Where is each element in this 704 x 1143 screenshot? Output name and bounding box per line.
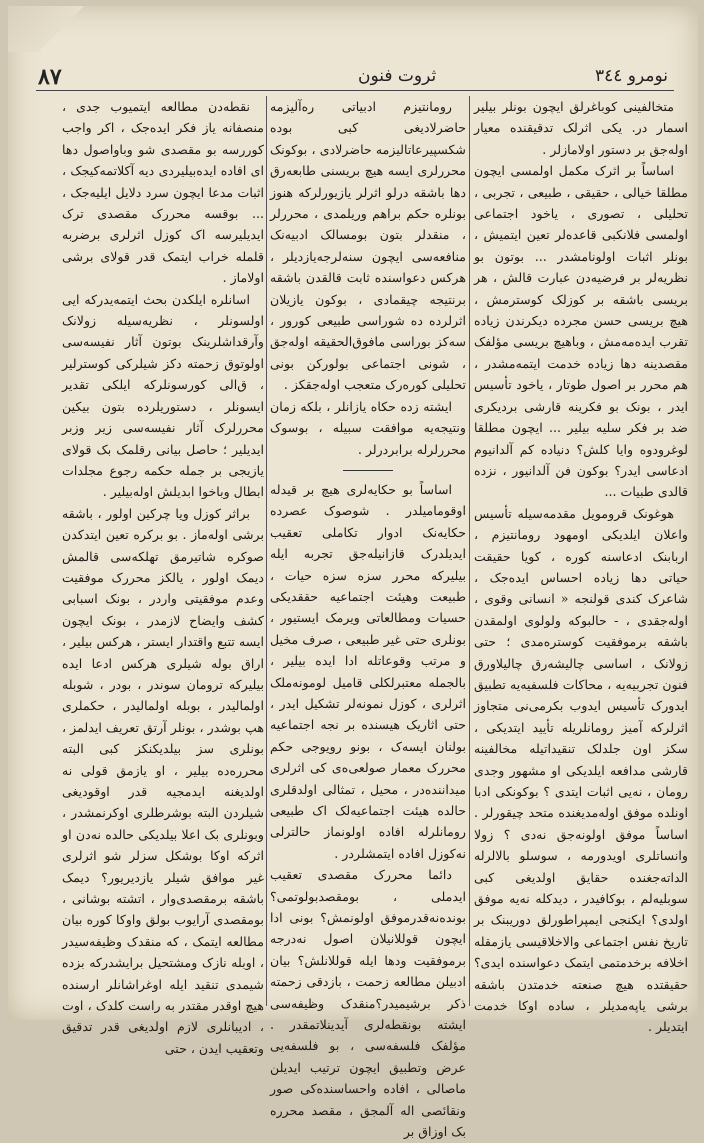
text-column-middle — [270, 96, 466, 1140]
paragraph: اسانلره ایلکدن بحث ایتمه‌یدرکه ایی اولسونلر ، نظریه‌سیله زولانک وآرقداشلرینک بوتون آثار نفیسه‌سی اولوتوق زحمته دکز شیلرکی کوسترلیر ، ق‌الی کورسونلرکه ایلکی تقدیر ایسونلر ، دستوریلرده بتون بیکین محررلرک آثار نفیسه‌سی زیر وزبر ایدیلیر ؛ حاصل بیانی رقلمک بک قولای یازیجی بر جمله حکمه رجوع مجلدات ابطال وباخوا ابدیلش اوله‌بیلیر . — [62, 291, 264, 500]
page-number: ٨٧ — [38, 64, 62, 90]
paragraph: هوغونک قرومویل مقدمه‌سیله تأسیس واعلان ایلدیکی اومهود رومانتیزم ، اربابنک ادعاسنه کوره ، کویا حقیقت حیاتی دها زیاده احساس ایده‌جک ، شاعرک کندی قولنجه « انسانی وقوی ، اوله‌جقدی ، - حالبوکه ولولوی اولمقدن باشقه برموفقیت کوستره‌مدی ؛ حتی زولانک ، اساسی چالیشه‌رق چالیلاورق فنون تجربیه‌یه ، محاکات فلسفیه‌یه تطبیق ایدورک تأسیس ایدوب بکرمی‌نی متجاوز اثرلرکه آمیز رومانلریله تأیید ایتدیکی ، سکز اون جلدلک تنقیداتیله مخالفینه قارشی مدافعه ایلدیکی او مشهور وجدی رومان ، نه‌یی اثبات ایتدی ؟ بوکونکی ادبا اونلده موفق اوله‌مدیغنده متحد چیقورلر . اساساً موفق اولونه‌جق نه‌دی ؟ زولا وانساتلری اویدورمه ، سوسلو بالالرله الداته‌جغنده حقایق اولدیغی کبی سوبلیه‌لم ، بوکافیدر ، دیدکله نه‌یه موفق اولدی؟ ایکنجی ایمپراطورلق دوریبنک بر تاریخ نفس اجتماعی والاخلاقیسی یازمقله اخلافه برخدمتمی ایتمک دعواسنده ایدی؟ حقیقتده هیچ صنعته خدمتدن باشقه برشی یاپه‌مدیلر ، ساده اوکا خدمت ایتدیلر . — [474, 505, 688, 1035]
column-divider — [469, 96, 470, 1006]
text-column-left — [62, 96, 264, 1056]
folded-corner — [8, 6, 88, 52]
paragraph: براثر کوزل ویا چرکین اولور ، باشقه برشی اوله‌ماز . بو برکره تعین ایتدکدن صوکره شاتیرمق تهلکه‌سی قالمش دیمک اولور ، یالکز محررک موفقیت وعدم موفقیتی واردر ، بونک اسبابی کشف وایضاح لازمدر ، بونک ایچون ایسه تتبع واقتدار ایستر ، هرکس بیلیر ، اراق بوله شیلری هرکس ادعا ایده بیلیرکه ترومان سوندر ، بودر ، شوبله اولمالیدر ، بوبله اولمالیدر ، حکملری هپ بوشدر ، بونلر آرتق تعریف ایدلمز ، بونلری سز بیلدیکنکز کبی البته محرره‌ده بیلیر ، او یازمق قولی نه اولدیغنه ایدمجیه قدر اوقودیغی شیلردن البته بوشرطلری اوکرنمشدر ، وبونلری بک اعلا بیلدیکی حالده نه‌دن او اثرکه اوکا بوشکل سزلر شو اثرلری غیر موافق شیلر یازدیریور؟ دیمک باشقه برمقصدی‌وار ، اتشته بوشانی ، بومقصدی آرایوب بولق واوکا کوره بیان مطالعه ایتمک ، که منقدک وظیفه‌سیدر ، اوبله نازک ومشتحیل برایشدرکه بزده شیمدی تنقید ایله اوغراشانلر ارسنده هیچ اوقدر مقتدر به راست کلدک ، اوت ، ادیبانلری لازم اولدیغی قدر تدقیق وتعقیب ایدن ، حتی — [62, 505, 264, 1056]
paragraph: اساساً بر اثرک مکمل اولمسی ایچون مطلقا خیالی ، حقیقی ، طبیعی ، تجربی ، تحلیلی ، تصوری ، یاخود اجتماعی اولمسی فلانکبی قاعده‌لر تعین ایتمیش ، بونلر اثبات اولونامشدر ... بوتون بو نظریه‌لر بر فرضیه‌دن عبارت قالش ، هر بریسی باشقه بر کوزلک کوسترمش ، هیچ بریسی حسن مجرده دیکرندن زیاده تقرب ایده‌مه‌مش ، وباهیچ بریسی مؤلفک مقصدینه دها زیاده خدمت ایتمه‌مشدر ، هم محرر بر اصول طوتار ، یاخود تأسیس ایدر ، بونک بو فکرینه قارشی بردیکری ضد بر فکر سلیه بیلیر ... ایچون مطلقا لوغرودوه وایا کلش؟ دنیاده کم آلدانیوم ادعاسی ایدر؟ بوکون فن آلدانیور ، نزده قالدی طبیات ... — [474, 163, 688, 500]
journal-title: ثروت فنون — [358, 66, 437, 86]
paragraph: ایشته زده حکاه یازانلر ، بلکه زمان ونتیجه‌یه موافقت سبیله ، بوسوک محررلرله برابردرلر . — [270, 398, 466, 457]
paragraph: نقطه‌دن مطالعه ایتمیوب جدی ، منصفانه یاز فکر ایده‌جک ، اکر واجب کوررسه بو مقصدی شو وباواصول دها ای افاده ایده‌بیلیردی دیه آکلاتمه‌کیجک ، اثبات مدعا ایچون سرد دلایل ایلیه‌جک ، ... بوقسه محررک مقصدی ترک ایدیلیرسه اک کوزل اثرلری برضربه قلمله خراب ایتمک قدر قولای برشی اولاماز . — [62, 99, 264, 286]
header-rule — [36, 90, 674, 91]
paragraph: متخالفینی کوباغرلق ایچون بونلر بیلیر اسمار در. یکی اثرلک تدقیقنده معیار اوله‌جق بر دستور اولامازلر . — [474, 99, 688, 157]
column-divider — [266, 96, 267, 1006]
paragraph: رومانتیزم ادبیاتی رەآلیزمه حاضرلادیغی کبی بوده شکسپیرعاتالیزمه حاضرلادی ، بوکونک محررلری ایسه هیچ بریسنی طابعه‌رق دها باشقه درلو اثرلر یازیورلرکه هنوز بونلره حکم براهم وریلمدی ، محررلر ، منقدلر بتون بومسالک ادبیه‌نک منافعه‌سی ایچون سنه‌لرجه‌یازدیلر ، هرکس دعواسنده ثابت قالقدن باشقه برنتیجه چیقمادی ، بوکون یازیلان اثرلرده ده شوراسی طبیعی کورور ، سه‌کز بوراسی مافوق‌الحقیقه اوله‌جق ، شونی اجتماعی بولورکن بونی تحلیلی کوره‌رک متعجب اوله‌جقکز . — [270, 99, 466, 393]
section-separator — [343, 470, 393, 471]
paragraph: اساساً بو حکایه‌لری هیچ بر قیدله اوقومامیلدر . شوصوک عصرده حکایه‌نک ادوار تکاملی تعقیب ایدیلدرک قازانیله‌جق تجربه ایله بیلیرکه محرر سزه سزه حیات ، طبیعت وهیئت اجتماعیه حققدیکی حسیات ومطالعاتی ویرمک ایستیور ، بونلری حتی غیر طبیعی ، صرف مخیل و مرتب وقوعاتله ادا ایده بیلیر ، بالجمله معتبرلکلی قامیل لومونه‌ملک اثرلری ، کوزل نمونه‌لر تشکیل ایدر ، حتی اثاریک هیسنده بر نجه اجتماعیه بولنان ایسه‌ک ، بونو رویوجی حکم محررک معمار صولعی‌ه‌ی کی اثرلری میداننده‌در ، محیل ، تمثالی اولدقلری حالده هیئت اجتماعیه‌لک اک طبیعی رومانلرله افاده اولونماز حالترلی نه‌کوزل افاده ایتمشلردر . — [270, 481, 466, 861]
text-column-right — [474, 96, 688, 1035]
paragraph: دائما محررک مقصدی تعقیب ایدملی ، بومقصدبولوتمی؟ بونده‌نه‌قدرموفق اولونمش؟ بونی ادا ایچون قوللانیلان اصول نه‌درجه برموفقیت ودها ایله قوللانلش؟ بیان ادبیلن مطالعه زحمت ، بازدقی زحمته ذکر برشیمیدر؟منقدک وظیفه‌سی ایشته بونقطه‌لری آیدینلاتمقدر . مؤلفک فلسفه‌سی ، بو فلسفه‌یی عرض وتطبیق ایچون ترتیب ایدیلن ماصالی ، افاده واحساسنده‌کی صور ونقائصی اله آلمجق ، مقصد محرره بک اوزاق بر — [270, 867, 466, 1140]
issue-label: نومرو ٣٤٤ — [594, 66, 668, 86]
